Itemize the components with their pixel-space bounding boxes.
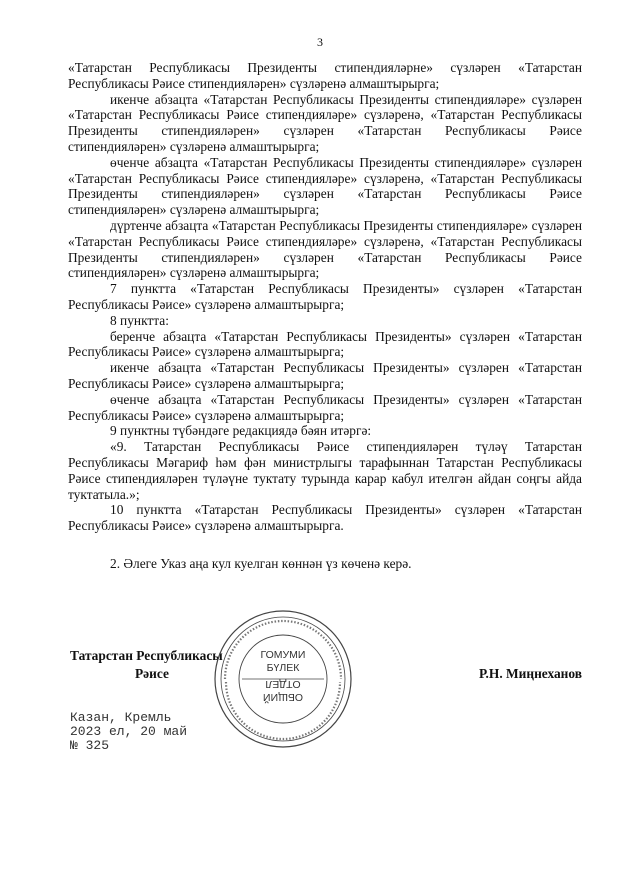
stamp-line3: ОТДЕЛ — [265, 678, 301, 690]
paragraph: беренче абзацта «Татарстан Республикасы Президенты» сүзләрен «Татарстан Республикасы Рәисе» сүзләренә алмаштырырга; — [68, 328, 582, 360]
place-date-number — [70, 711, 187, 753]
paragraph: 10 пунктта «Татарстан Республикасы Президенты» сүзләрен «Татарстан Республикасы Рәисе» сүзләренә алмаштырырга. — [68, 502, 582, 534]
paragraph: 8 пунктта: — [110, 312, 169, 328]
decree-body — [68, 60, 582, 572]
paragraph: 9 пунктны түбәндәге редакциядә бәян итәргә: — [110, 423, 372, 439]
paragraph: «9. Татарстан Республикасы Рәисе стипендияләрен түләү Татарстан Республикасы Мәгариф һәм фән министрлыгы тарафыннан Татарстан Республикасы Рәисе стипендияләрен түләүне туктату турында карар кабул ителгән айдан соңгы айда туктатыла.»; — [68, 439, 582, 502]
paragraph: икенче абзацта «Татарстан Республикасы Президенты стипендияләре» сүзләрен «Татарстан Республикасы Рәисе стипендияләре» сүзләренә, «Татарстан Республикасы Президенты стипендияләрен» сүзләрен «Татарстан Республикасы Рәисе стипендияләрен» сүзләренә алмаштырырга; — [68, 91, 582, 154]
paragraph: өченче абзацта «Татарстан Республикасы Президенты стипендияләре» сүзләрен «Татарстан Республикасы Рәисе стипендияләре» сүзләренә, «Татарстан Республикасы Президенты стипендияләрен» сүзләрен «Татарстан Республикасы Рәисе стипендияләрен» сүзләренә алмаштырырга; — [68, 154, 582, 218]
paragraph-enactment: 2. Әлеге Указ аңа кул куелган көннән үз көченә керә. — [110, 555, 412, 571]
decree-number: № 325 — [70, 738, 110, 753]
stamp-line4: ОБЩИЙ — [263, 691, 303, 703]
paragraph: өченче абзацта «Татарстан Республикасы Президенты» сүзләрен «Татарстан Республикасы Рәисе» сүзләренә алмаштырырга; — [68, 391, 582, 423]
official-stamp — [212, 608, 354, 750]
signatory-title-line2: Рәисе — [135, 666, 169, 681]
paragraph: икенче абзацта «Татарстан Республикасы Президенты» сүзләрен «Татарстан Республикасы Рәисе» сүзләренә алмаштырырга; — [68, 360, 582, 391]
decree-date: 2023 ел, 20 май — [70, 724, 188, 739]
stamp-line2: БҮЛЕК — [266, 662, 300, 674]
paragraph: 7 пунктта «Татарстан Республикасы Президенты» сүзләрен «Татарстан Республикасы Рәисе» сүзләренә алмаштырырга; — [68, 281, 582, 312]
stamp-line1: ГОМУМИ — [260, 649, 306, 661]
paragraph: «Татарстан Республикасы Президенты стипендияләрне» сүзләрен «Татарстан Республикасы Рәисе стипендияләрен» сүзләренә алмаштырырга; — [68, 60, 582, 91]
place-city: Казан, Кремль — [70, 710, 172, 725]
signatory-title-line1: Татарстан Республикасы — [70, 648, 223, 663]
signatory-name: Р.Н. Миңнеханов — [479, 666, 582, 681]
paragraph: дүртенче абзацта «Татарстан Республикасы Президенты стипендияләре» сүзләрен «Татарстан Республикасы Рәисе стипендияләре» сүзләренә, «Татарстан Республикасы Президенты стипендияләрен» сүзләрен «Татарстан Республикасы Рәисе стипендияләрен» сүзләренә алмаштырырга; — [68, 217, 582, 281]
page-number: 3 — [317, 35, 323, 49]
